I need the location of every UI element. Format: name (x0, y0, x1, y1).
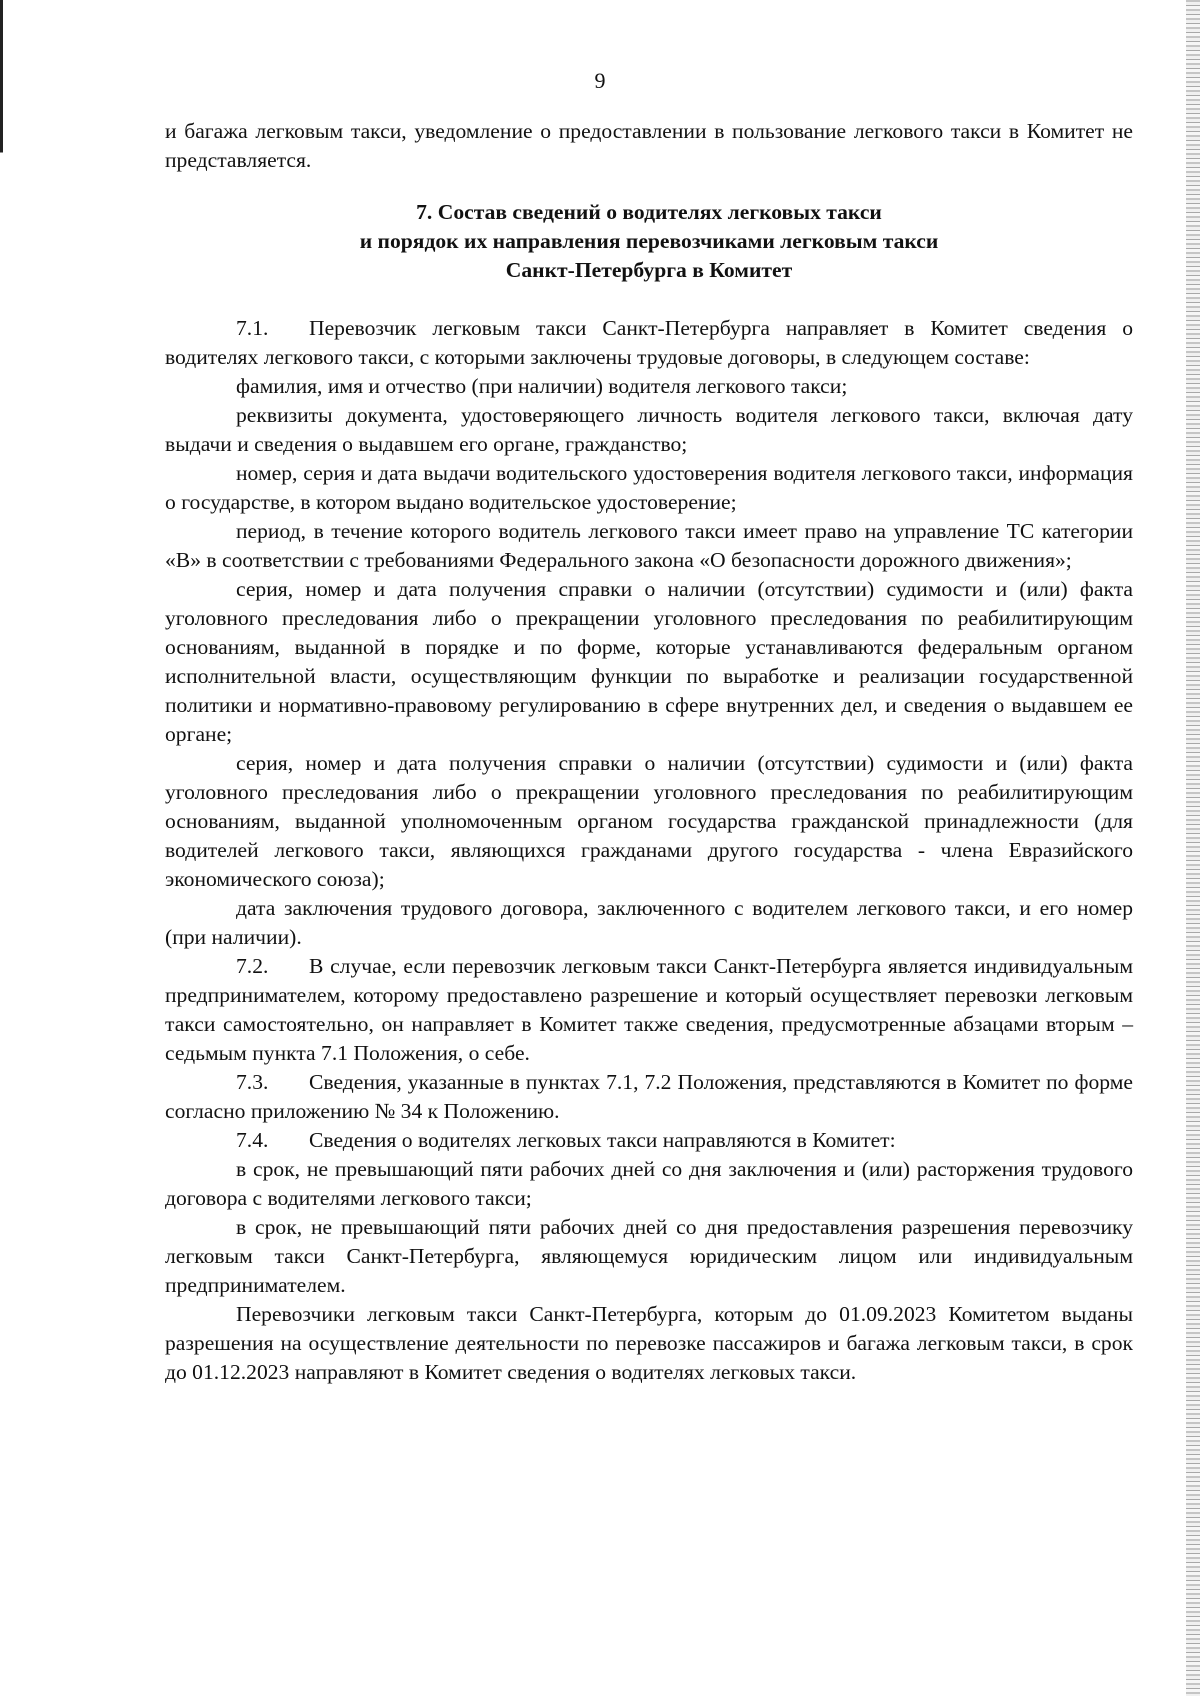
scan-edge-right (1186, 0, 1200, 1696)
intro-paragraph: и багажа легковым такси, уведомление о предоставлении в пользование легкового такси в Комитет не представляется. (165, 119, 1133, 172)
clause-text: Сведения, указанные в пунктах 7.1, 7.2 Положения, представляются в Комитет по форме согласно приложению № 34 к Положению. (165, 1070, 1133, 1123)
clause-7-4 (165, 1126, 1133, 1155)
section-title-line-2: и порядок их направления перевозчиками легковым такси (359, 229, 939, 253)
clause-7-1-item: дата заключения трудового договора, заключенного с водителем легкового такси, и его номер (при наличии). (165, 896, 1133, 949)
page-number: 9 (594, 68, 606, 93)
clause-7-1-item: фамилия, имя и отчество (при наличии) водителя легкового такси; (236, 374, 848, 398)
clause-7-1 (165, 314, 1133, 372)
clause-7-1-item: серия, номер и дата получения справки о наличии (отсутствии) судимости и (или) факта уголовного преследования либо о прекращении уголовного преследования по реабилитирующим основаниям, выданной в порядке и по форме, которые устанавливаются федеральным органом исполнительной власти, осуществляющим функции по выработке и реализации государственной политики и нормативно-правовому регулированию в сфере внутренних дел, и сведения о выдавшем ее органе; (165, 577, 1133, 746)
clause-number: 7.2. (236, 954, 269, 978)
clause-text: Перевозчик легковым такси Санкт-Петербурга направляет в Комитет сведения о водителях легкового такси, с которыми заключены трудовые договоры, в следующем составе: (165, 316, 1133, 369)
document-body (165, 117, 1133, 1387)
clause-7-1-item: серия, номер и дата получения справки о наличии (отсутствии) судимости и (или) факта уголовного преследования либо о прекращении уголовного преследования по реабилитирующим основаниям, выданной уполномоченным органом государства гражданской принадлежности (для водителей легкового такси, являющихся гражданами другого государства - члена Евразийского экономического союза); (165, 751, 1133, 891)
section-heading (165, 198, 1133, 285)
clause-number: 7.1. (236, 316, 269, 340)
section-title-line-3: Санкт-Петербурга в Комитет (505, 258, 793, 282)
section-title-line-1: 7. Состав сведений о водителях легковых такси (416, 200, 882, 224)
clause-7-3 (165, 1068, 1133, 1126)
clause-7-1-item: номер, серия и дата выдачи водительского удостоверения водителя легкового такси, информация о государстве, в котором выдано водительское удостоверение; (165, 461, 1133, 514)
clause-number: 7.4. (236, 1128, 269, 1152)
clause-7-1-item: период, в течение которого водитель легкового такси имеет право на управление ТС категории «В» в соответствии с требованиями Федерального закона «О безопасности дорожного движения»; (165, 519, 1133, 572)
clause-7-1-item: реквизиты документа, удостоверяющего личность водителя легкового такси, включая дату выдачи и сведения о выдавшем его органе, гражданство; (165, 403, 1133, 456)
clause-7-4-item: в срок, не превышающий пяти рабочих дней со дня заключения и (или) расторжения трудового договора с водителями легкового такси; (165, 1157, 1133, 1210)
clause-7-2 (165, 952, 1133, 1068)
clause-text: В случае, если перевозчик легковым такси Санкт-Петербурга является индивидуальным предпринимателем, которому предоставлено разрешение и который осуществляет перевозки легковым такси самостоятельно, он направляет в Комитет также сведения, предусмотренные абзацами вторым – седьмым пункта 7.1 Положения, о себе. (165, 954, 1133, 1065)
final-paragraph: Перевозчики легковым такси Санкт-Петербурга, которым до 01.09.2023 Комитетом выданы разрешения на осуществление деятельности по перевозке пассажиров и багажа легковым такси, в срок до 01.12.2023 направляют в Комитет сведения о водителях легковых такси. (165, 1302, 1133, 1384)
clause-7-4-item: в срок, не превышающий пяти рабочих дней со дня предоставления разрешения перевозчику легковым такси Санкт-Петербурга, являющемуся юридическим лицом или индивидуальным предпринимателем. (165, 1215, 1133, 1297)
scan-edge-left (0, 0, 3, 1696)
clause-text: Сведения о водителях легковых такси направляются в Комитет: (309, 1128, 896, 1152)
clause-number: 7.3. (236, 1070, 269, 1094)
